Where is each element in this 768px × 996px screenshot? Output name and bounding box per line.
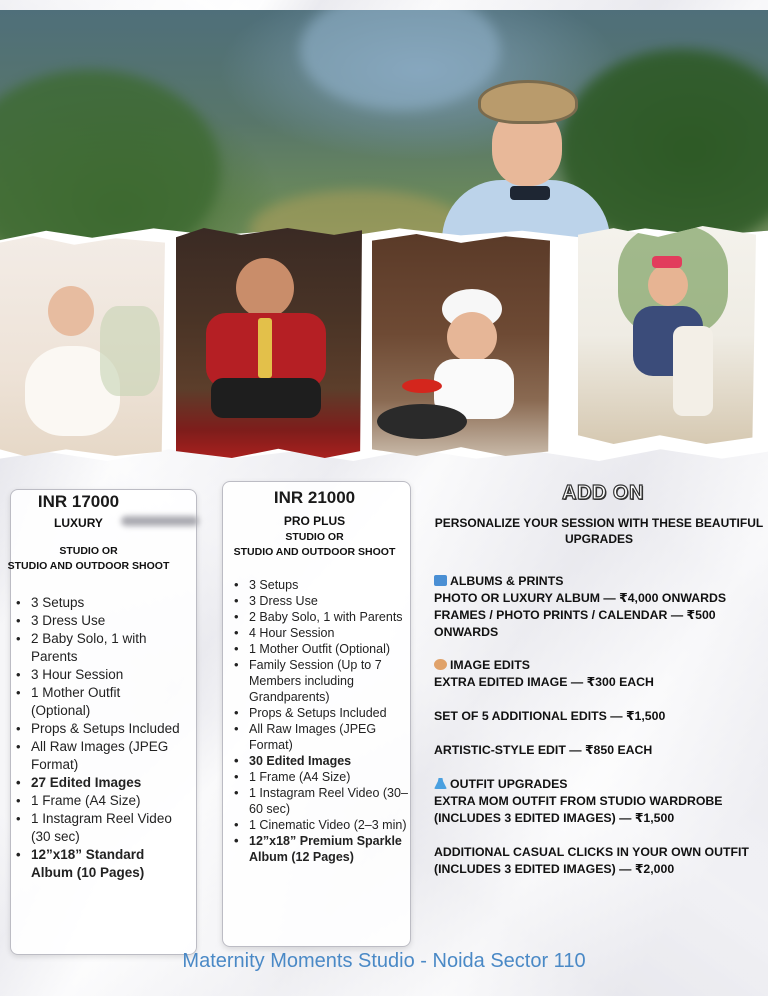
feature-item: • 1 Frame (A4 Size) [13, 792, 183, 810]
addon-line: EXTRA MOM OUTFIT FROM STUDIO WARDROBE (INCLUDES 3 EDITED IMAGES) — ₹1,500 [434, 794, 723, 825]
addon-title: ADD ON [562, 482, 644, 504]
addon-line: PHOTO OR LUXURY ALBUM — ₹4,000 ONWARDS [434, 591, 727, 605]
photo-baby-white-dress [0, 236, 165, 456]
feature-item: • Props & Setups Included [13, 720, 183, 738]
feature-item: • 3 Dress Use [13, 612, 183, 630]
addon-line: SET OF 5 ADDITIONAL EDITS — ₹1,500 [434, 709, 666, 723]
feature-item: • All Raw Images (JPEG Format) [231, 721, 417, 753]
feature-item: • 4 Hour Session [231, 625, 417, 641]
addon-section [434, 482, 764, 878]
feature-item: • 3 Dress Use [231, 593, 417, 609]
addon-line: EXTRA EDITED IMAGE — ₹300 EACH [434, 675, 654, 689]
feature-item: • 30 Edited Images [231, 753, 417, 769]
feature-item: • 1 Cinematic Video (2–3 min) [231, 817, 417, 833]
palette-icon [434, 659, 447, 670]
feature-item: • 1 Frame (A4 Size) [231, 769, 417, 785]
addon-subtitle: PERSONALIZE YOUR SESSION WITH THESE BEAUTIFUL UPGRADES [434, 516, 764, 546]
feature-item: • 12”x18” Premium Sparkle Album (12 Pages) [231, 833, 417, 865]
photo-baby-rocking-horse [578, 226, 756, 444]
albums-heading: ALBUMS & PRINTS [434, 573, 764, 590]
shoot-type-line2: STUDIO AND OUTDOOR SHOOT [7, 560, 170, 573]
shoot-type-line1: STUDIO OR [59, 545, 118, 557]
feature-item: • 3 Setups [13, 594, 183, 612]
photo-baby-wizard-costume [176, 228, 362, 458]
feature-item: • 1 Instagram Reel Video (30–60 sec) [231, 785, 417, 817]
feature-item: • Props & Setups Included [231, 705, 417, 721]
package-feature-list [231, 577, 417, 865]
addon-line: FRAMES / PHOTO PRINTS / CALENDAR — ₹500 ONWARDS [434, 608, 716, 639]
feature-item: • 2 Baby Solo, 1 with Parents [13, 630, 183, 666]
addon-line: ADDITIONAL CASUAL CLICKS IN YOUR OWN OUTFIT (INCLUDES 3 EDITED IMAGES) — ₹2,000 [434, 845, 749, 876]
shoot-type-line2: STUDIO AND OUTDOOR SHOOT [233, 546, 396, 559]
feature-item: • 2 Baby Solo, 1 with Parents [231, 609, 417, 625]
feature-item: • 3 Setups [231, 577, 417, 593]
feature-item: • 1 Mother Outfit (Optional) [231, 641, 417, 657]
feature-item: • 3 Hour Session [13, 666, 183, 684]
package-feature-list [13, 594, 183, 882]
feature-item: • Family Session (Up to 7 Members including Grandparents) [231, 657, 417, 705]
edits-heading: IMAGE EDITS [434, 657, 764, 674]
package-card-luxury [7, 489, 197, 955]
package-price: INR 17000 [37, 492, 120, 511]
addon-line: ARTISTIC-STYLE EDIT — ₹850 EACH [434, 743, 653, 757]
package-tier: LUXURY [54, 516, 103, 530]
feature-item: • 1 Instagram Reel Video (30 sec) [13, 810, 183, 846]
package-tier: PRO PLUS [283, 514, 346, 528]
shoot-type-line1: STUDIO OR [285, 531, 344, 543]
feature-item: • 1 Mother Outfit (Optional) [13, 684, 183, 720]
photo-strip [0, 226, 768, 466]
feature-item: • All Raw Images (JPEG Format) [13, 738, 183, 774]
feature-item: • 27 Edited Images [13, 774, 183, 792]
package-card-pro-plus [222, 481, 411, 947]
feature-item: • 12”x18” Standard Album (10 Pages) [13, 846, 183, 882]
dress-icon [434, 778, 447, 789]
studio-footer: Maternity Moments Studio - Noida Sector 110 [182, 950, 586, 972]
book-icon [434, 575, 447, 586]
photo-baby-chef [372, 234, 550, 456]
blurred-mark [121, 516, 199, 526]
outfit-heading: OUTFIT UPGRADES [434, 776, 764, 793]
package-price: INR 21000 [273, 488, 356, 507]
